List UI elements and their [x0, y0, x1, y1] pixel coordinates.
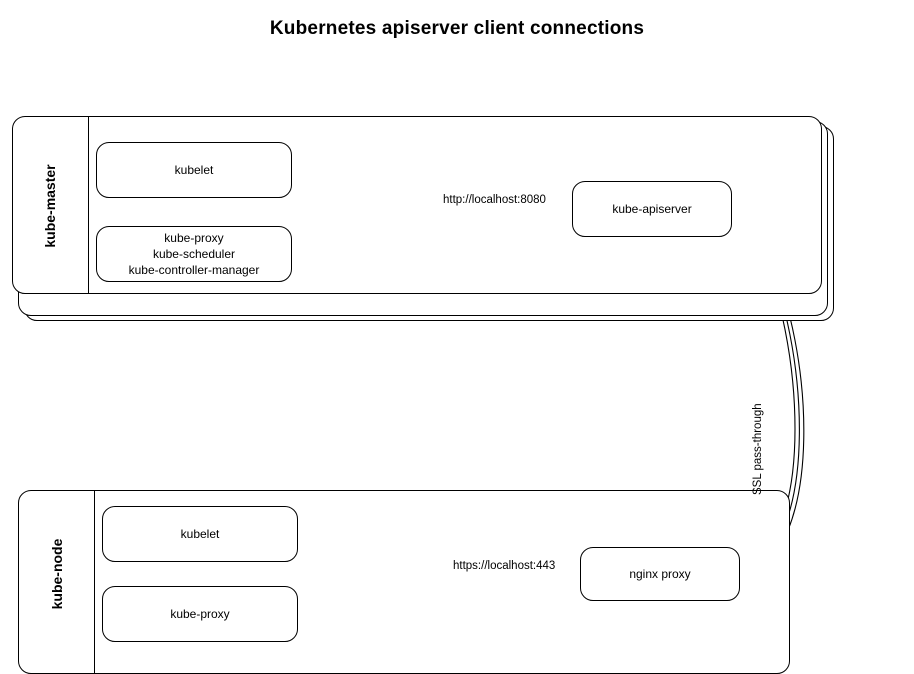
master-controllers-line-1: kube-proxy: [164, 231, 224, 245]
master-controllers-box: [96, 226, 292, 282]
kube-master-label: kube-master: [42, 164, 58, 248]
page-title: Kubernetes apiserver client connections: [269, 18, 645, 39]
kube-node-label: kube-node: [49, 538, 65, 610]
ssl-passthrough-label: SSL pass-through: [752, 403, 764, 495]
nginx-proxy-label: nginx proxy: [629, 567, 691, 581]
node-kube-proxy-label: kube-proxy: [170, 607, 230, 621]
node-kubelet-label: kubelet: [180, 527, 220, 541]
kube-apiserver-label: kube-apiserver: [612, 202, 692, 216]
node-kube-proxy-box: [102, 586, 298, 642]
kube-master-label-divider: [88, 116, 89, 294]
master-kubelet-label: kubelet: [174, 163, 214, 177]
nginx-proxy-box: [580, 547, 740, 601]
master-controllers-line-3: kube-controller-manager: [128, 263, 260, 277]
node-edge-label: https://localhost:443: [453, 560, 556, 572]
kube-apiserver-box: [572, 181, 732, 237]
kube-node-label-divider: [94, 490, 95, 674]
node-kubelet-box: [102, 506, 298, 562]
master-kubelet-box: [96, 142, 292, 198]
master-controllers-line-2: kube-scheduler: [152, 247, 236, 261]
master-edge-label: http://localhost:8080: [443, 194, 546, 206]
